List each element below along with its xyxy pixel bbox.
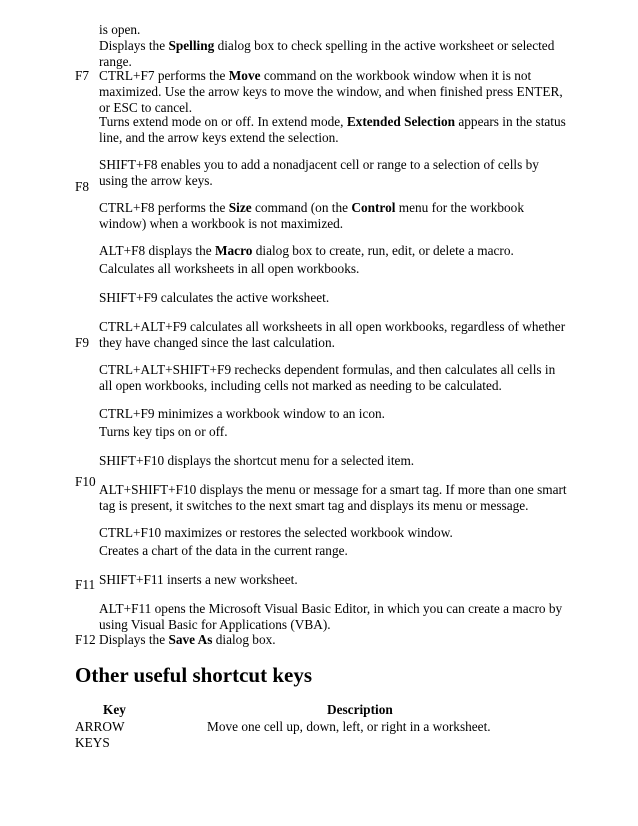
text-f8-ctrl: CTRL+F8 performs the Size command (on the Control menu for the workbook window) when a workbook is not maximized. [99,200,524,231]
text-f10-ctrl: CTRL+F10 maximizes or restores the selected workbook window. [99,525,453,540]
text-f9-ctrl: CTRL+F9 minimizes a workbook window to an icon. [99,406,385,421]
text-f12-desc: Displays the Save As dialog box. [99,632,276,647]
text-f11-shift: SHIFT+F11 inserts a new worksheet. [99,572,298,587]
text-f7-move: CTRL+F7 performs the Move command on the workbook window when it is not maximized. Use the arrow keys to move the window, and when finished press ENTER, or ESC to cancel. [99,68,563,115]
key-f9: F9 [75,335,90,350]
text-spelling: Displays the Spelling dialog box to check spelling in the active worksheet or selected range. [99,38,555,69]
text-f8-alt: ALT+F8 displays the Macro dialog box to create, run, edit, or delete a macro. [99,243,514,258]
key-f12: F12 [75,632,96,647]
key-f7: F7 [75,68,90,83]
text-f10-shift: SHIFT+F10 displays the shortcut menu for a selected item. [99,453,415,468]
key-f11: F11 [75,577,96,592]
table-header-description: Description [327,702,393,717]
table-cell-key: ARROW KEYS [75,719,125,750]
section-heading: Other useful shortcut keys [75,663,313,687]
text-f8-shift: SHIFT+F8 enables you to add a nonadjacent cell or range to a selection of cells by using the arrow keys. [99,157,539,188]
text-is-open: is open. [99,22,141,37]
table-header-key: Key [103,702,126,717]
key-f10: F10 [75,474,96,489]
text-f10-alt-shift: ALT+SHIFT+F10 displays the menu or message for a smart tag. If more than one smart tag is present, it switches to the next smart tag and displays its menu or message. [99,482,567,513]
text-f11-alt: ALT+F11 opens the Microsoft Visual Basic Editor, in which you can create a macro by using Visual Basic for Applications (VBA). [99,601,563,632]
text-f9-ctrl-alt-shift: CTRL+ALT+SHIFT+F9 rechecks dependent formulas, and then calculates all cells in all open workbooks, including cells not marked as needing to be calculated. [99,362,556,393]
text-f9-plain: Calculates all worksheets in all open workbooks. [99,261,360,276]
key-f8: F8 [75,179,90,194]
text-f10-plain: Turns key tips on or off. [99,424,228,439]
text-f8-extend: Turns extend mode on or off. In extend mode, Extended Selection appears in the status line, and the arrow keys extend the selection. [99,114,566,145]
text-f11-plain: Creates a chart of the data in the current range. [99,543,348,558]
text-f9-ctrl-alt: CTRL+ALT+F9 calculates all worksheets in all open workbooks, regardless of whether they have changed since the last calculation. [99,319,566,350]
text-f9-shift: SHIFT+F9 calculates the active worksheet. [99,290,330,305]
table-cell-description: Move one cell up, down, left, or right in a worksheet. [207,719,491,734]
